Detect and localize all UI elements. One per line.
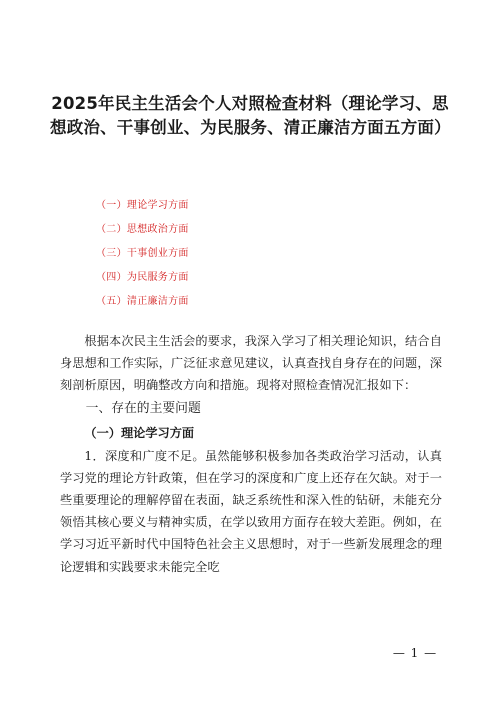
table-of-contents <box>96 194 189 314</box>
subsection-heading: （一）理论学习方面 <box>84 425 195 440</box>
body-paragraph: 1．深度和广度不足。虽然能够积极参加各类政治学习活动，认真学习党的理论方针政策，但在学习的深度和广度上还存在欠缺。对于一些重要理论的理解停留在表面，缺乏系统性和深入性的钻研，未能充分领悟其核心要义与精神实质，在学以致用方面存在较大差距。例如，在学习习近平新时代中国特色社会主义思想时，对于一些新发展理念的理论逻辑和实践要求未能完全吃 <box>60 448 442 574</box>
toc-item-theory-study[interactable]: （一）理论学习方面 <box>96 200 189 211</box>
toc-item-work-entrepreneurship[interactable]: （三）干事创业方面 <box>96 248 189 259</box>
document-body <box>60 330 442 578</box>
intro-paragraph: 根据本次民主生活会的要求，我深入学习了相关理论知识，结合自身思想和工作实际，广泛征求意见建议，认真查找自身存在的问题，深刻剖析原因，明确整改方向和措施。现将对照检查情况汇报如下： <box>60 334 442 393</box>
section-heading: 一、存在的主要问题 <box>85 400 201 416</box>
document-title: 2025年民主生活会个人对照检查材料（理论学习、思想政治、干事创业、为民服务、清正廉洁方面五方面） <box>50 94 451 137</box>
page-number: — 1 — <box>392 646 438 660</box>
toc-item-serving-people[interactable]: （四）为民服务方面 <box>96 272 189 283</box>
toc-item-ideology-politics[interactable]: （二）思想政治方面 <box>96 224 189 235</box>
toc-item-integrity[interactable]: （五）清正廉洁方面 <box>96 296 189 307</box>
